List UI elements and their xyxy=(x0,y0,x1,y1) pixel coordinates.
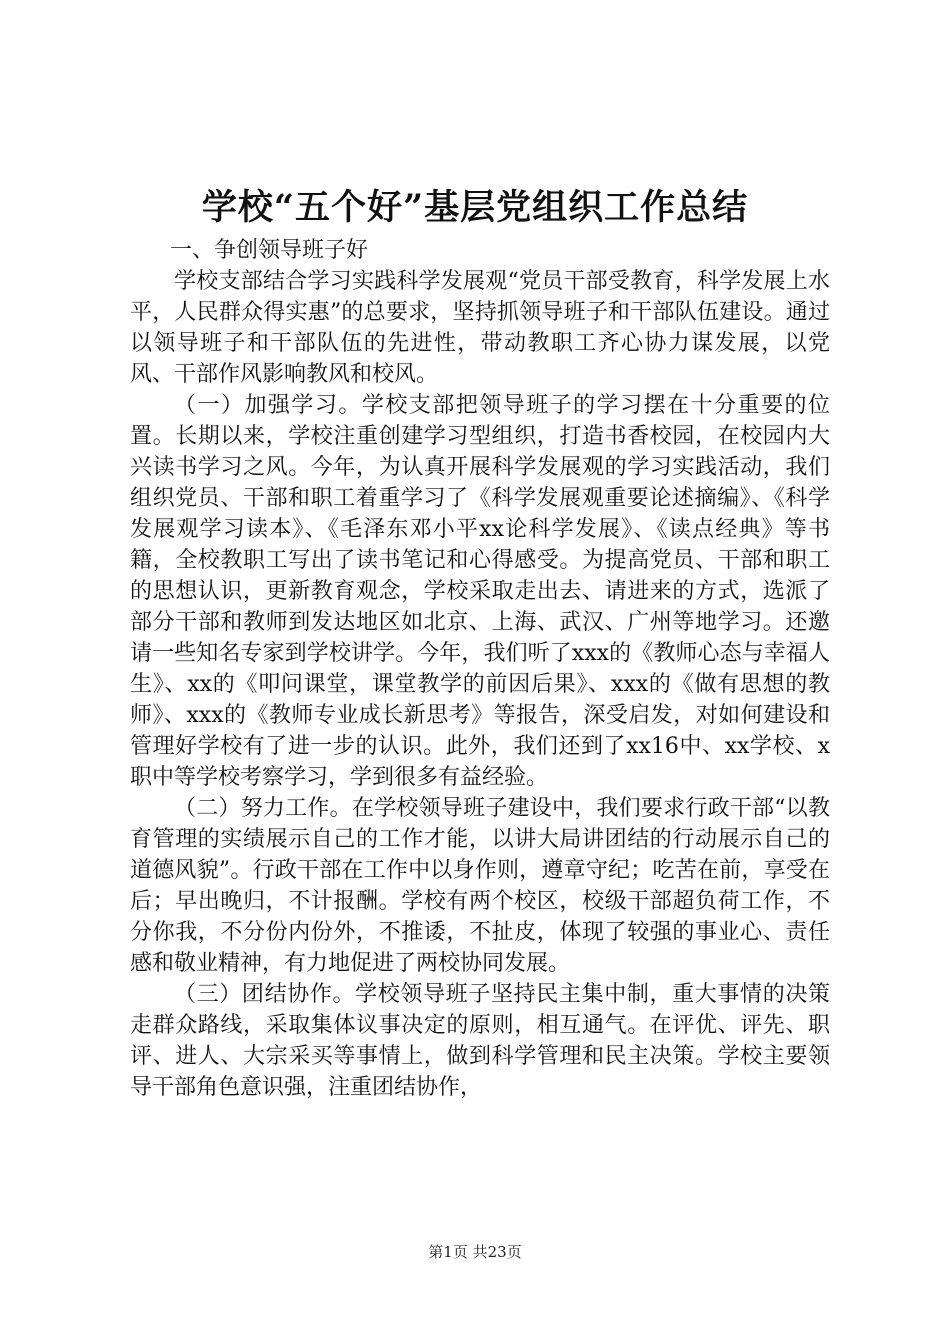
document-title: 学校“五个好”基层党组织工作总结 xyxy=(201,187,749,228)
page-footer: 第1页 共23页 xyxy=(428,1243,522,1261)
paragraph-unity: （三）团结协作。学校领导班子坚持民主集中制，重大事情的决策走群众路线，采取集体议事决定的原则，相互通气。在评优、评先、职评、进人、大宗采买等事情上，做到科学管理和民主决策。学校主要领导干部角色意识强，注重团结协作， xyxy=(130,982,830,1100)
paragraph-work: （二）努力工作。在学校领导班子建设中，我们要求行政干部“以教育管理的实绩展示自己的工作才能，以讲大局讲团结的行动展示自己的道德风貌”。行政干部在工作中以身作则，遵章守纪；吃苦在前，享受在后；早出晚归，不计报酬。学校有两个校区，校级干部超负荷工作，不分你我，不分份内份外，不推诿，不扯皮，体现了较强的事业心、责任感和敬业精神，有力地促进了两校协同发展。 xyxy=(130,796,830,976)
document-body xyxy=(130,235,830,1103)
section-heading: 一、争创领导班子好 xyxy=(170,238,369,263)
paragraph-intro: 学校支部结合学习实践科学发展观“党员干部受教育，科学发展上水平，人民群众得实惠”的总要求，坚持抓领导班子和干部队伍建设。通过以领导班子和干部队伍的先进性，带动教职工齐心协力谋发展，以党风、干部作风影响教风和校风。 xyxy=(130,269,830,387)
paragraph-study: （一）加强学习。学校支部把领导班子的学习摆在十分重要的位置。长期以来，学校注重创建学习型组织，打造书香校园，在校园内大兴读书学习之风。今年，为认真开展科学发展观的学习实践活动，我们组织党员、干部和职工着重学习了《科学发展观重要论述摘编》、《科学发展观学习读本》、《毛泽东邓小平xx论科学发展》、《读点经典》等书籍，全校教职工写出了读书笔记和心得感受。为提高党员、干部和职工的思想认识，更新教育观念，学校采取走出去、请进来的方式，选派了部分干部和教师到发达地区如北京、上海、武汉、广州等地学习。还邀请一些知名专家到学校讲学。今年，我们听了xxx的《教师心态与幸福人生》、xx的《叩问课堂，课堂教学的前因后果》、xxx的《做有思想的教师》、xxx的《教师专业成长新思考》等报告，深受启发，对如何建设和管理好学校有了进一步的认识。此外，我们还到了xx16中、xx学校、x职中等学校考察学习，学到很多有益经验。 xyxy=(130,393,830,790)
